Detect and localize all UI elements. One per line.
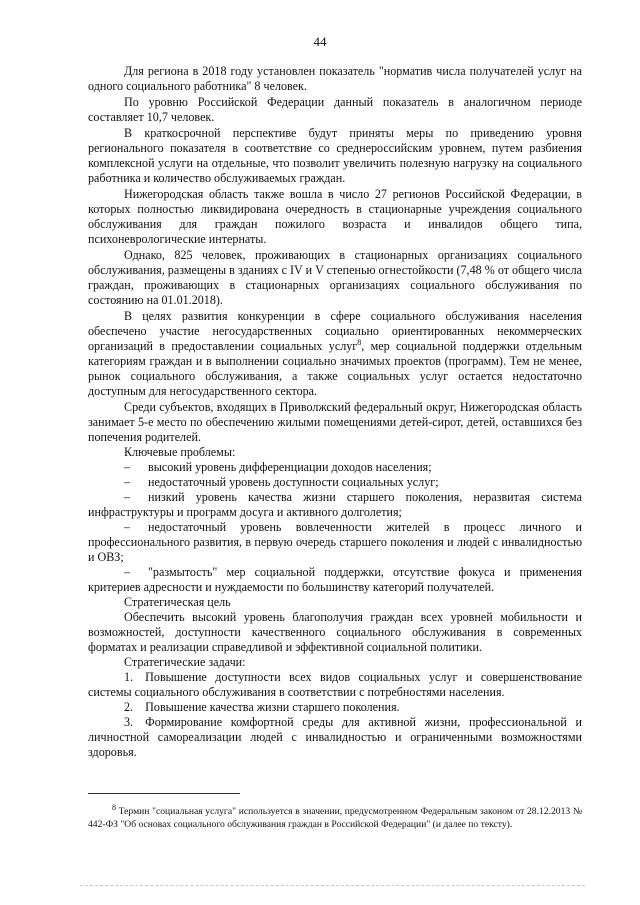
tasks-list [88,670,582,760]
task-item [88,700,582,715]
task-item [88,715,582,760]
dash-marker: – [124,475,131,489]
task-text: Повышение доступности всех видов социальных услуг и совершенствование системы социального обслуживания в соответствии с потребностями населения. [88,670,582,699]
task-number: 1. [124,670,134,684]
dash-marker: – [124,460,131,474]
footnote [88,802,582,831]
text-run: В целях развития конкуренции в сфере социального обслуживания населения обеспечено участие негосударственных социально ориентированных некоммерческих организаций в предоставлении социальных услуг [88,309,582,353]
dash-marker: – [124,565,131,579]
task-number: 2. [124,700,134,714]
paragraph: Однако, 825 человек, проживающих в стационарных организациях социального обслуживания, размещены в зданиях с IV и V степенью огнестойкости (7,48 % от общего числа граждан, проживающих в стационарных организациях социального обслуживания по состоянию на 01.01.2018). [88,248,582,307]
list-item-text: "размытость" мер социальной поддержки, отсутствие фокуса и применения критериев адресности и нуждаемости по большинству категорий получателей. [88,565,582,594]
paragraph: Среди субъектов, входящих в Приволжский федеральный округ, Нижегородская область занимает 5-е место по обеспечению жилыми помещениями детей-сирот, детей, оставшихся без попечения родителей. [88,400,582,444]
list-item [88,490,582,520]
page-number: 44 [313,34,327,49]
dash-marker: – [124,490,131,504]
footnote-mark: 8 [112,802,116,812]
goal-heading: Стратегическая цель [124,595,231,609]
list-item-text: высокий уровень дифференциации доходов населения; [148,460,432,474]
list-item [88,520,582,565]
scan-edge-line [80,885,585,888]
list-item [88,460,582,475]
document-body [88,64,582,760]
problems-heading: Ключевые проблемы: [124,445,236,459]
task-text: Повышение качества жизни старшего поколения. [145,700,400,714]
paragraph: Нижегородская область также вошла в число 27 регионов Российской Федерации, в которых полностью ликвидирована очередность в стационарные учреждения социального обслуживания для граждан пожилого возраста и инвалидов общего типа, психоневрологические интернаты. [88,187,582,246]
paragraph: По уровню Российской Федерации данный показатель в аналогичном периоде составляет 10,7 человек. [88,95,582,124]
footnote-text: Термин "социальная услуга" используется в значении, предусмотренном Федеральным законом от 28.12.2013 № 442-ФЗ "Об основах социального обслуживания граждан в Российской Федерации" (и далее по тексту). [88,806,582,830]
paragraph-competition [88,309,582,399]
footnote-separator [88,793,240,794]
tasks-heading: Стратегические задачи: [124,655,246,669]
list-item-text: недостаточный уровень вовлеченности жителей в процесс личного и профессионального развития, в первую очередь старшего поколения и людей с инвалидностью и ОВЗ; [88,520,582,564]
task-text: Формирование комфортной среды для активной жизни, профессиональной и личностной самореализации людей с инвалидностью и ограниченными возможностями здоровья. [88,715,582,759]
dash-marker: – [124,520,131,534]
list-item-text: низкий уровень качества жизни старшего поколения, неразвитая система инфраструктуры и программ досуга и активного долголетия; [88,490,582,519]
footnote-reference[interactable]: 8 [357,337,362,347]
paragraph: Для региона в 2018 году установлен показатель "норматив числа получателей услуг на одного социального работника" 8 человек. [88,64,582,93]
text-run: , мер социальной поддержки отдельным категориям граждан и в выполнении социально значимых проектов (программ). Тем не менее, рынок социального обслуживания, а также социальных услуг остается недостаточно доступным для негосударственного сектора. [88,339,582,398]
list-item [88,565,582,595]
task-number: 3. [124,715,134,729]
paragraph: В краткосрочной перспективе будут приняты меры по приведению уровня регионального показателя в соответствие со среднероссийским уровнем, путем разбиения комплексной услуги на отдельные, что позволит увеличить полезную нагрузку на социального работника и количество обслуживаемых граждан. [88,126,582,185]
task-item [88,670,582,700]
list-item-text: недостаточный уровень доступности социальных услуг; [148,475,439,489]
problems-list [88,460,582,595]
list-item [88,475,582,490]
goal-text: Обеспечить высокий уровень благополучия граждан всех уровней мобильности и возможностей, доступности качественного социального обслуживания в современных форматах и реализации справедливой и эффективной социальной политики. [88,610,582,654]
